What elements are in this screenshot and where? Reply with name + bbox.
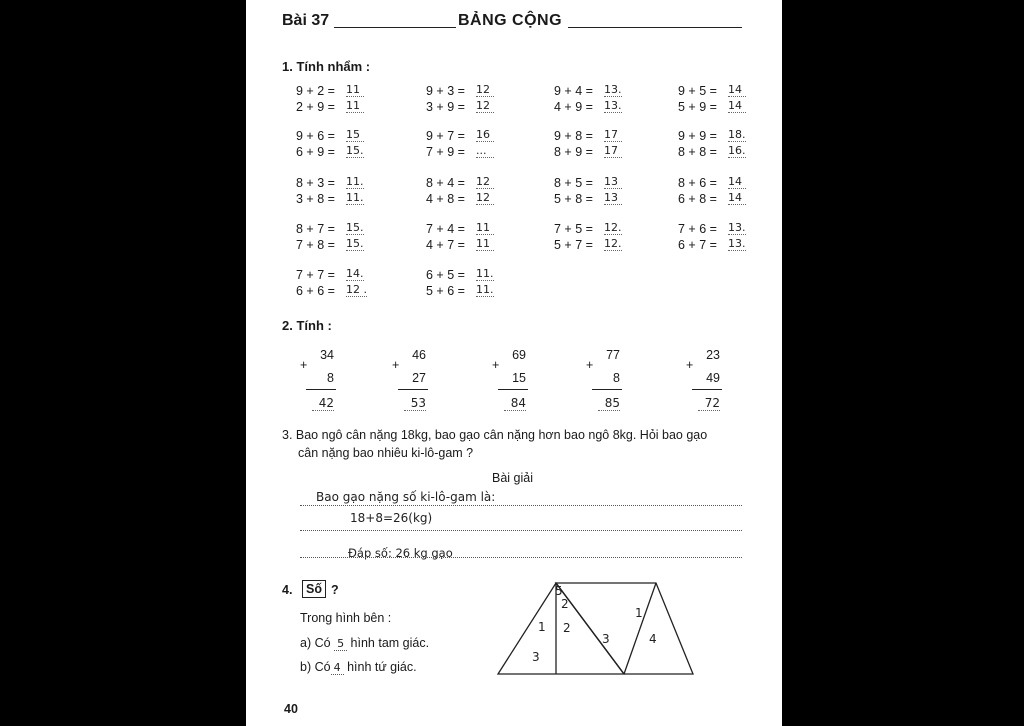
handwritten-answer: 15 xyxy=(346,128,364,142)
handwritten-answer: 12 . xyxy=(346,283,367,296)
handwritten-answer: 12. xyxy=(604,221,622,234)
line-b-answer: 4 xyxy=(331,661,344,675)
handwritten-sum: 84 xyxy=(504,396,526,411)
figure-label: 3 xyxy=(532,650,540,664)
inner-diagonal-line xyxy=(624,583,656,674)
handwritten-answer: 17 xyxy=(604,128,622,142)
exercise-1-title: 1. Tính nhẩm : xyxy=(282,59,371,74)
handwritten-answer: 12 xyxy=(476,83,494,97)
plus-sign: + xyxy=(300,358,308,372)
addition-expression: 9 + 5 = xyxy=(678,84,717,98)
addition-expression: 7 + 6 = xyxy=(678,222,717,236)
addition-expression: 6 + 5 = xyxy=(426,268,465,282)
addition-expression: 3 + 9 = xyxy=(426,100,465,114)
worksheet-page xyxy=(246,0,782,726)
handwritten-answer: 13. xyxy=(728,237,746,250)
handwritten-answer: 14 xyxy=(728,83,746,97)
addition-expression: 5 + 9 = xyxy=(678,100,717,114)
addition-expression: 7 + 9 = xyxy=(426,145,465,159)
addend-top: 46 xyxy=(412,348,426,362)
addition-expression: 6 + 7 = xyxy=(678,238,717,252)
plus-sign: + xyxy=(392,358,400,372)
addend-top: 69 xyxy=(512,348,526,362)
exercise-2-title: 2. Tính : xyxy=(282,318,332,333)
handwritten-sum: 42 xyxy=(312,396,334,411)
handwritten-answer: 15. xyxy=(346,237,364,250)
figure-label: 5 xyxy=(555,584,563,598)
exercise-4-number: 4. xyxy=(282,583,293,597)
addition-expression: 4 + 7 = xyxy=(426,238,465,252)
addition-expression: 9 + 6 = xyxy=(296,129,335,143)
handwritten-answer: 15. xyxy=(346,221,364,234)
line-b-suffix: hình tứ giác. xyxy=(347,660,417,674)
figure-label: 2 xyxy=(563,621,571,635)
handwritten-answer: 12. xyxy=(604,237,622,250)
sum-rule xyxy=(498,389,528,390)
page-title: BẢNG CỘNG xyxy=(458,12,563,29)
handwritten-answer: 11 xyxy=(476,221,494,235)
sum-rule xyxy=(592,389,622,390)
exercise-3-question-line2: cân nặng bao nhiêu ki-lô-gam ? xyxy=(298,446,474,460)
handwritten-answer: 14 xyxy=(728,175,746,189)
addition-expression: 5 + 7 = xyxy=(554,238,593,252)
handwritten-answer: 12 xyxy=(476,191,494,205)
figure-label: 3 xyxy=(602,632,610,646)
addition-expression: 6 + 8 = xyxy=(678,192,717,206)
plus-sign: + xyxy=(686,358,694,372)
solution-text: Bao gạo nặng số ki-lô-gam là: xyxy=(316,490,496,504)
addition-expression: 9 + 8 = xyxy=(554,129,593,143)
addition-expression: 9 + 2 = xyxy=(296,84,335,98)
addition-expression: 8 + 7 = xyxy=(296,222,335,236)
handwritten-answer: ... xyxy=(476,144,494,158)
handwritten-answer: 12 xyxy=(476,175,494,189)
addition-expression: 5 + 6 = xyxy=(426,284,465,298)
line-a-answer: 5 xyxy=(334,637,347,651)
addition-expression: 7 + 5 = xyxy=(554,222,593,236)
addition-expression: 5 + 8 = xyxy=(554,192,593,206)
exercise-3-question-line1: 3. Bao ngô cân nặng 18kg, bao gạo cân nặng hơn bao ngô 8kg. Hỏi bao gạo xyxy=(282,428,708,442)
handwritten-answer: 12 xyxy=(476,99,494,113)
handwritten-answer: 18. xyxy=(728,128,746,141)
addend-top: 34 xyxy=(320,348,334,362)
addition-expression: 7 + 8 = xyxy=(296,238,335,252)
addition-expression: 4 + 9 = xyxy=(554,100,593,114)
addition-expression: 9 + 4 = xyxy=(554,84,593,98)
handwritten-answer: 14. xyxy=(346,267,364,280)
handwritten-answer: 17 xyxy=(604,144,622,158)
sum-rule xyxy=(398,389,428,390)
lesson-number: Bài 37 xyxy=(282,12,330,29)
addition-expression: 6 + 9 = xyxy=(296,145,335,159)
addition-expression: 3 + 8 = xyxy=(296,192,335,206)
addition-expression: 7 + 7 = xyxy=(296,268,335,282)
line-a-prefix: a) Có xyxy=(300,636,331,650)
addition-expression: 2 + 9 = xyxy=(296,100,335,114)
addend-bottom: 27 xyxy=(412,371,426,385)
addend-bottom: 8 xyxy=(613,371,620,385)
addition-expression: 9 + 3 = xyxy=(426,84,465,98)
handwritten-answer: 11 xyxy=(476,237,494,251)
exercise-4-question-mark: ? xyxy=(331,583,339,597)
addition-expression: 8 + 8 = xyxy=(678,145,717,159)
handwritten-answer: 15. xyxy=(346,144,364,157)
sum-rule xyxy=(306,389,336,390)
handwritten-answer: 13. xyxy=(604,99,622,112)
handwritten-sum: 53 xyxy=(404,396,426,411)
addition-expression: 8 + 4 = xyxy=(426,176,465,190)
handwritten-answer: 16 xyxy=(476,128,494,142)
handwritten-answer: 11. xyxy=(476,283,494,296)
handwritten-answer: 13 xyxy=(604,175,622,189)
addition-expression: 9 + 9 = xyxy=(678,129,717,143)
solution-answer: Đáp số: 26 kg gạo xyxy=(348,546,453,560)
addend-bottom: 49 xyxy=(706,371,720,385)
handwritten-answer: 14 xyxy=(728,99,746,113)
handwritten-sum: 85 xyxy=(598,396,620,411)
solution-calculation: 18+8=26(kg) xyxy=(350,511,433,525)
handwritten-sum: 72 xyxy=(698,396,720,411)
handwritten-answer: 13. xyxy=(604,83,622,96)
handwritten-answer: 16. xyxy=(728,144,746,157)
figure-label: 1 xyxy=(635,606,643,620)
handwritten-answer: 13 xyxy=(604,191,622,205)
handwritten-answer: 11. xyxy=(346,191,364,204)
handwritten-answer: 13. xyxy=(728,221,746,234)
addition-expression: 8 + 6 = xyxy=(678,176,717,190)
figure-label: 2 xyxy=(561,597,569,611)
handwritten-answer: 14 xyxy=(728,191,746,205)
figure-label: 1 xyxy=(538,620,546,634)
addition-expression: 4 + 8 = xyxy=(426,192,465,206)
page-number: 40 xyxy=(284,702,298,716)
right-quadrilateral xyxy=(556,583,693,674)
handwritten-answer: 11. xyxy=(476,267,494,280)
addition-expression: 8 + 3 = xyxy=(296,176,335,190)
addition-expression: 7 + 4 = xyxy=(426,222,465,236)
addition-expression: 6 + 6 = xyxy=(296,284,335,298)
addition-expression: 8 + 5 = xyxy=(554,176,593,190)
sum-rule xyxy=(692,389,722,390)
plus-sign: + xyxy=(586,358,594,372)
addition-expression: 9 + 7 = xyxy=(426,129,465,143)
addition-expression: 8 + 9 = xyxy=(554,145,593,159)
addend-bottom: 15 xyxy=(512,371,526,385)
addend-top: 23 xyxy=(706,348,720,362)
handwritten-answer: 11 xyxy=(346,99,364,113)
line-b-prefix: b) Có xyxy=(300,660,331,674)
addend-top: 77 xyxy=(606,348,620,362)
line-a-suffix: hình tam giác. xyxy=(350,636,430,650)
figure-label: 4 xyxy=(649,632,657,646)
number-box: Số xyxy=(302,580,326,598)
handwritten-answer: 11 xyxy=(346,83,364,97)
addend-bottom: 8 xyxy=(327,371,334,385)
handwritten-answer: 11. xyxy=(346,175,364,188)
plus-sign: + xyxy=(492,358,500,372)
exercise-4-intro: Trong hình bên : xyxy=(300,611,392,625)
solution-heading: Bài giải xyxy=(492,471,533,485)
